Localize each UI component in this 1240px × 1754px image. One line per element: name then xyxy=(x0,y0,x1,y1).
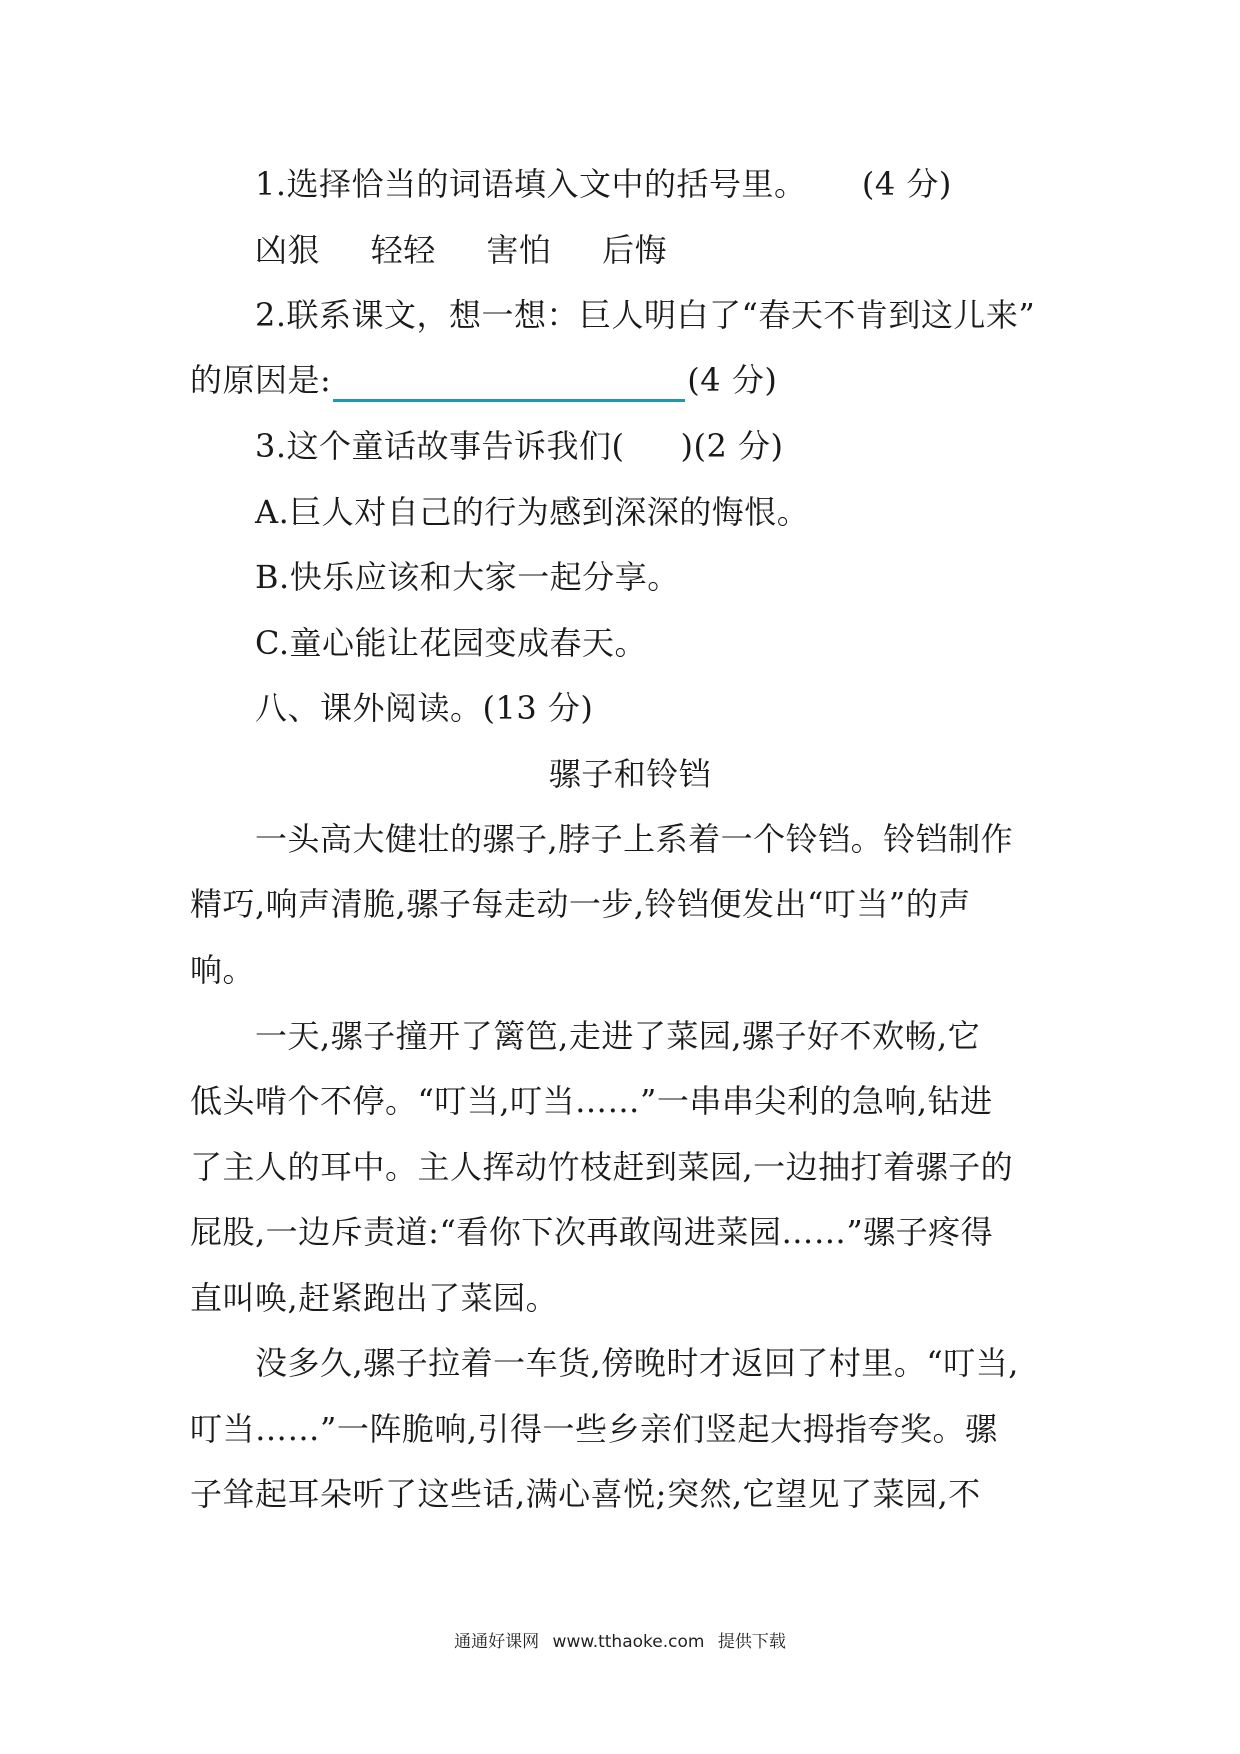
question-2-score: (4 分) xyxy=(687,361,778,399)
story-line: 一天,骡子撞开了篱笆,走进了菜园,骡子好不欢畅,它 xyxy=(255,1017,981,1055)
question-1-score: (4 分) xyxy=(861,165,952,203)
story-line: 叮当……”一阵脆响,引得一些乡亲们竖起大拇指夸奖。骡 xyxy=(190,1410,998,1448)
story-line: 一头高大健壮的骡子,脖子上系着一个铃铛。铃铛制作 xyxy=(255,820,1014,858)
section-heading: 八、课外阅读。(13 分) xyxy=(255,689,594,727)
question-1-prompt: 1.选择恰当的词语填入文中的括号里。 xyxy=(255,165,807,203)
word-bank-item: 轻轻 xyxy=(370,231,436,269)
question-2-line-2 xyxy=(190,358,1070,402)
page-footer xyxy=(0,1630,1240,1654)
question-3 xyxy=(255,424,1070,468)
question-2-prefix: 的原因是: xyxy=(190,361,332,399)
option-a: A.巨人对自己的行为感到深深的悔恨。 xyxy=(255,493,810,531)
story-line: 子耸起耳朵听了这些话,满心喜悦;突然,它望见了菜园,不 xyxy=(190,1475,981,1513)
question-3-prefix: 3.这个童话故事告诉我们( xyxy=(255,427,625,465)
word-bank-item: 凶狠 xyxy=(255,231,321,269)
story-line: 精巧,响声清脆,骡子每走动一步,铃铛便发出“叮当”的声 xyxy=(190,885,971,923)
word-bank xyxy=(255,228,1070,272)
option-b: B.快乐应该和大家一起分享。 xyxy=(255,558,680,596)
story-title: 骡子和铃铛 xyxy=(548,755,712,793)
story-line: 低头啃个不停。“叮当,叮当……”一串串尖利的急响,钻进 xyxy=(190,1082,993,1120)
question-3-suffix: )(2 分) xyxy=(680,427,784,465)
story-line: 了主人的耳中。主人挥动竹枝赶到菜园,一边抽打着骡子的 xyxy=(190,1148,1014,1186)
word-bank-item: 后悔 xyxy=(602,231,668,269)
story-line: 直叫唤,赶紧跑出了菜园。 xyxy=(190,1279,559,1317)
story-line: 响。 xyxy=(190,951,256,989)
footer-site-name: 通通好课网 xyxy=(454,1632,540,1652)
option-c: C.童心能让花园变成春天。 xyxy=(255,624,648,662)
question-2-line-1: 2.联系课文，想一想：巨人明白了“春天不肯到这儿来” xyxy=(255,296,1036,334)
story-line: 屁股,一边斥责道:“看你下次再敢闯进菜园……”骡子疼得 xyxy=(190,1213,994,1251)
story-line: 没多久,骡子拉着一车货,傍晚时才返回了村里。“叮当, xyxy=(255,1344,1019,1382)
word-bank-item: 害怕 xyxy=(486,231,552,269)
answer-blank[interactable] xyxy=(333,369,685,402)
question-1 xyxy=(255,162,1070,206)
footer-url[interactable]: www.tthaoke.com xyxy=(552,1632,705,1652)
footer-action: 提供下载 xyxy=(717,1632,786,1652)
